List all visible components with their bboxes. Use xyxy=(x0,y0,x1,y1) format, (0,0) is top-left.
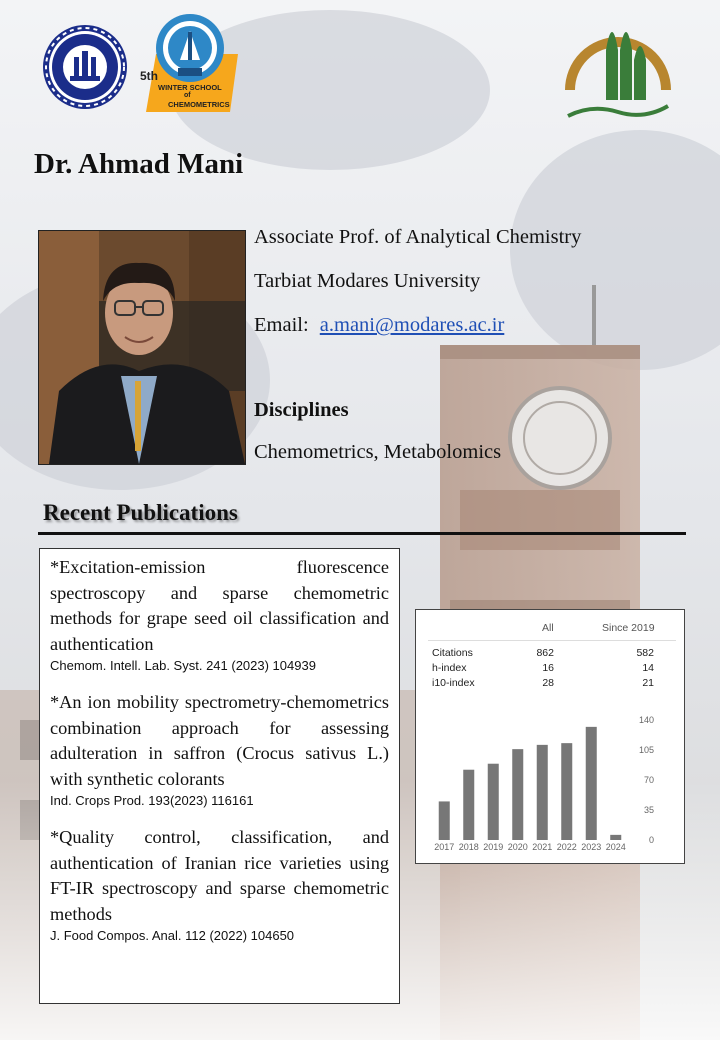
y-tick-label: 35 xyxy=(643,805,654,815)
bar-2021 xyxy=(537,745,548,840)
publication-item xyxy=(50,825,389,944)
stat-since-h-index: 14 xyxy=(642,662,654,674)
publication-reference: J. Food Compos. Anal. 112 (2022) 104650 xyxy=(50,928,295,943)
bar-2020 xyxy=(512,749,523,840)
bar-2022 xyxy=(561,743,572,840)
x-tick-label: 2024 xyxy=(605,842,626,852)
publication-title: *Quality control, classification, and authentication of Iranian rice varieties using FT-IR spectroscopy and sparse chemometric methods xyxy=(50,827,389,924)
email-link[interactable]: a.mani@modares.ac.ir xyxy=(319,314,505,336)
stat-since-i10-index: 21 xyxy=(642,677,654,689)
disciplines-heading: Disciplines xyxy=(254,399,349,421)
publication-reference: Ind. Crops Prod. 193(2023) 116161 xyxy=(50,793,254,808)
stat-all-h-index: 16 xyxy=(542,662,554,674)
x-tick-label: 2022 xyxy=(556,842,577,852)
speaker-portrait-icon xyxy=(39,231,245,464)
stat-all-i10-index: 28 xyxy=(542,677,554,689)
x-tick-label: 2023 xyxy=(581,842,602,852)
tarbiat-modares-university-icon xyxy=(562,12,674,124)
speaker-email-row xyxy=(254,314,504,337)
bar-2018 xyxy=(463,770,474,840)
stat-label-citations: Citations xyxy=(432,647,473,659)
col-since-header: Since 2019 xyxy=(602,622,655,634)
stat-since-citations: 582 xyxy=(636,647,654,659)
speaker-position: Associate Prof. of Analytical Chemistry xyxy=(254,226,582,248)
x-tick-label: 2017 xyxy=(434,842,455,852)
speaker-name: Dr. Ahmad Mani xyxy=(34,148,244,180)
publication-item xyxy=(50,555,389,674)
bar-2024 xyxy=(610,835,621,840)
winter-school-line1: WINTER SCHOOL xyxy=(158,83,222,92)
y-tick-label: 140 xyxy=(638,715,654,725)
winter-school-logo xyxy=(138,12,244,112)
publication-item xyxy=(50,690,389,809)
x-tick-label: 2018 xyxy=(458,842,479,852)
bar-2019 xyxy=(488,764,499,840)
publication-title: *An ion mobility spectrometry-chemometrics combination approach for assessing adulteration in saffron (Crocus sativus L.) with synthetic colorants xyxy=(50,692,389,789)
publication-title: *Excitation-emission fluorescence spectroscopy and sparse chemometric methods for grape seed oil classification and authentication xyxy=(50,557,389,654)
stat-label-i10-index: i10-index xyxy=(432,677,475,689)
sharif-gear-icon xyxy=(40,24,130,110)
publications-divider xyxy=(38,532,686,535)
stats-separator xyxy=(428,640,676,641)
winter-school-chemometrics-icon xyxy=(138,12,244,112)
tarbiat-modares-logo xyxy=(562,12,674,124)
y-tick-label: 0 xyxy=(648,835,654,845)
stat-label-h-index: h-index xyxy=(432,662,467,674)
y-tick-label: 70 xyxy=(643,775,654,785)
bar-2023 xyxy=(586,727,597,840)
winter-school-line2: of xyxy=(184,92,191,99)
citations-bar-chart xyxy=(416,704,684,864)
citation-stats-box xyxy=(415,609,685,864)
y-tick-label: 105 xyxy=(638,745,654,755)
col-all-header: All xyxy=(542,622,554,634)
x-tick-label: 2021 xyxy=(532,842,553,852)
email-label: Email: xyxy=(254,314,309,336)
bar-2017 xyxy=(439,801,450,840)
x-tick-label: 2019 xyxy=(483,842,504,852)
publications-heading: Recent Publications xyxy=(43,500,238,525)
stat-all-citations: 862 xyxy=(536,647,554,659)
winter-school-ordinal: 5th xyxy=(140,69,158,83)
publications-box xyxy=(39,548,400,1004)
winter-school-line3: CHEMOMETRICS xyxy=(168,100,230,109)
speaker-university: Tarbiat Modares University xyxy=(254,270,481,292)
sharif-university-logo xyxy=(40,24,130,110)
disciplines-list: Chemometrics, Metabolomics xyxy=(254,441,502,463)
speaker-photo xyxy=(38,230,246,465)
x-tick-label: 2020 xyxy=(507,842,528,852)
publication-reference: Chemom. Intell. Lab. Syst. 241 (2023) 104939 xyxy=(50,658,316,673)
